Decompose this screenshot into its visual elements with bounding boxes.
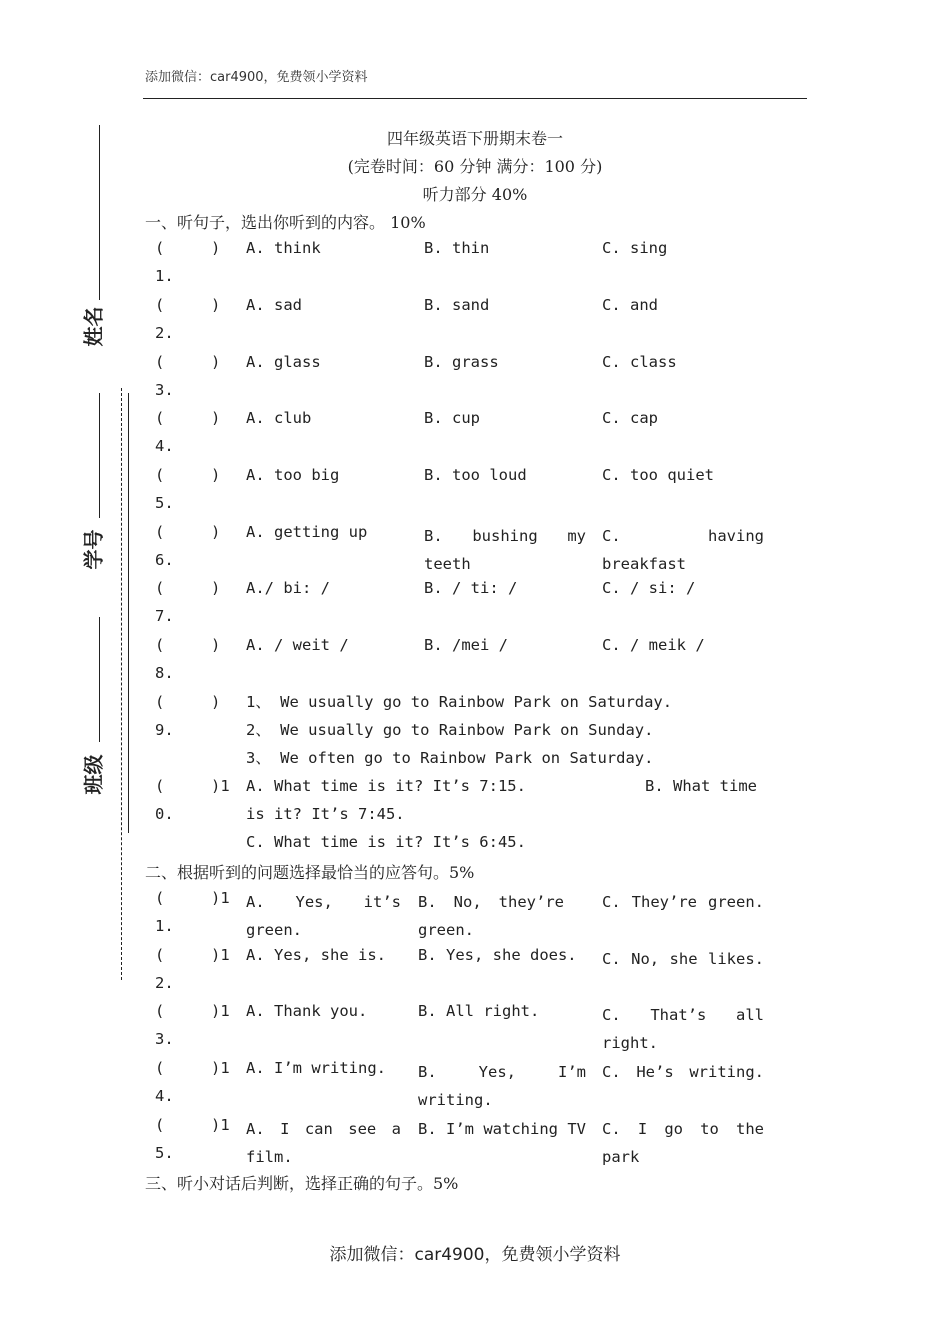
option-a: A. sad xyxy=(246,296,302,314)
option-b: B. sand xyxy=(424,296,490,314)
answer-blank[interactable]: ( ) xyxy=(155,239,221,257)
option-a: A. / weit / xyxy=(246,636,349,654)
answer-blank[interactable]: ( ) xyxy=(155,466,221,484)
option-a: A. What time is it? It’s 7:15. xyxy=(246,777,526,795)
answer-blank[interactable]: ( ) xyxy=(155,693,221,711)
option-c: C. cap xyxy=(602,409,658,427)
option-a: A. Thank you. xyxy=(246,1002,368,1020)
option-c: C. No, she likes. xyxy=(602,950,764,968)
question-number: 6. xyxy=(155,551,174,569)
binding-line xyxy=(99,393,100,518)
page-header: 添加微信：car4900，免费领小学资料 xyxy=(145,70,368,85)
option-b: B. cup xyxy=(424,409,480,427)
question-number: 1. xyxy=(155,267,174,285)
option-a: A. Yes, she is. xyxy=(246,946,386,964)
answer-blank[interactable]: ( )1 xyxy=(155,889,230,907)
option-a: A. club xyxy=(246,409,312,427)
binding-line xyxy=(128,393,129,833)
header-rule xyxy=(143,98,807,99)
question-number: 1. xyxy=(155,917,174,935)
option-3: 3、 We often go to Rainbow Park on Saturday. xyxy=(246,749,654,767)
option-b: B. What time xyxy=(645,777,757,795)
option-b: B. bushing my teeth xyxy=(424,527,586,573)
option-b: B. / ti: / xyxy=(424,579,518,597)
question-number: 5. xyxy=(155,494,174,512)
question-number: 3. xyxy=(155,1030,174,1048)
exam-info: (完卷时间：60 分钟 满分：100 分) xyxy=(347,157,603,176)
question-number: 3. xyxy=(155,381,174,399)
answer-blank[interactable]: ( ) xyxy=(155,636,221,654)
listening-part-title: 听力部分 40% xyxy=(422,185,528,204)
answer-blank[interactable]: ( ) xyxy=(155,353,221,371)
option-c: C. and xyxy=(602,296,658,314)
option-a: A./ bi: / xyxy=(246,579,330,597)
answer-blank[interactable]: ( )1 xyxy=(155,1116,230,1134)
option-b: B. Yes, she does. xyxy=(418,946,577,964)
answer-blank[interactable]: ( ) xyxy=(155,296,221,314)
option-b: B. Yes, I’m writing. xyxy=(418,1063,586,1109)
option-b: B. grass xyxy=(424,353,499,371)
answer-blank[interactable]: ( )1 xyxy=(155,1002,230,1020)
option-2: 2、 We usually go to Rainbow Park on Sunday. xyxy=(246,721,654,739)
answer-blank[interactable]: ( ) xyxy=(155,523,221,541)
option-c: C. / meik / xyxy=(602,636,705,654)
question-number: 9. xyxy=(155,721,174,739)
question-number: 7. xyxy=(155,607,174,625)
name-label: 姓名 xyxy=(81,306,106,347)
option-c: C. That’s all right. xyxy=(602,1006,764,1052)
section-heading: 三、听小对话后判断，选择正确的句子。5% xyxy=(145,1174,459,1193)
option-c: C. class xyxy=(602,353,677,371)
student-number-label: 学号 xyxy=(81,529,106,570)
answer-blank[interactable]: ( ) xyxy=(155,409,221,427)
option-a: A. getting up xyxy=(246,523,368,541)
option-c: C. too quiet xyxy=(602,466,714,484)
question-number: 8. xyxy=(155,664,174,682)
question-number: 4. xyxy=(155,437,174,455)
option-a: A. too big xyxy=(246,466,340,484)
question-number: 5. xyxy=(155,1144,174,1162)
binding-line xyxy=(99,125,100,300)
option-a: A. think xyxy=(246,239,321,257)
option-b: B. /mei / xyxy=(424,636,508,654)
option-a: A. I can see a film. xyxy=(246,1120,401,1166)
section-heading: 一、听句子，选出你听到的内容。 10% xyxy=(145,213,426,232)
option-a: A. glass xyxy=(246,353,321,371)
option-b: B. All right. xyxy=(418,1002,540,1020)
page-title: 四年级英语下册期末卷一 xyxy=(386,129,563,148)
option-c: C. They’re green. xyxy=(602,893,764,911)
option-c: C. He’s writing. xyxy=(602,1063,764,1081)
option-c: C. having breakfast xyxy=(602,527,764,573)
option-c: C. / si: / xyxy=(602,579,696,597)
option-b: B. No, they’re green. xyxy=(418,893,564,939)
option-b: B. too loud xyxy=(424,466,527,484)
section-heading: 二、根据听到的问题选择最恰当的应答句。5% xyxy=(145,863,475,882)
option-b: B. thin xyxy=(424,239,490,257)
question-number: 2. xyxy=(155,324,174,342)
page-footer: 添加微信：car4900，免费领小学资料 xyxy=(329,1245,621,1265)
question-number: 4. xyxy=(155,1087,174,1105)
option-c: C. I go to the park xyxy=(602,1120,764,1166)
option-b: B. I’m watching TV xyxy=(418,1120,586,1138)
answer-blank[interactable]: ( )1 xyxy=(155,777,230,795)
option-a: A. I’m writing. xyxy=(246,1059,386,1077)
binding-cut-line xyxy=(121,388,122,980)
class-label: 班级 xyxy=(81,754,106,795)
answer-blank[interactable]: ( )1 xyxy=(155,946,230,964)
binding-line xyxy=(99,617,100,742)
question-number: 0. xyxy=(155,805,174,823)
option-a: A. Yes, it’s green. xyxy=(246,893,401,939)
option-b-continued: is it? It’s 7:45. xyxy=(246,805,405,823)
answer-blank[interactable]: ( )1 xyxy=(155,1059,230,1077)
option-c: C. sing xyxy=(602,239,668,257)
option-1: 1、 We usually go to Rainbow Park on Saturday. xyxy=(246,693,673,711)
option-c: C. What time is it? It’s 6:45. xyxy=(246,833,526,851)
answer-blank[interactable]: ( ) xyxy=(155,579,221,597)
question-number: 2. xyxy=(155,974,174,992)
